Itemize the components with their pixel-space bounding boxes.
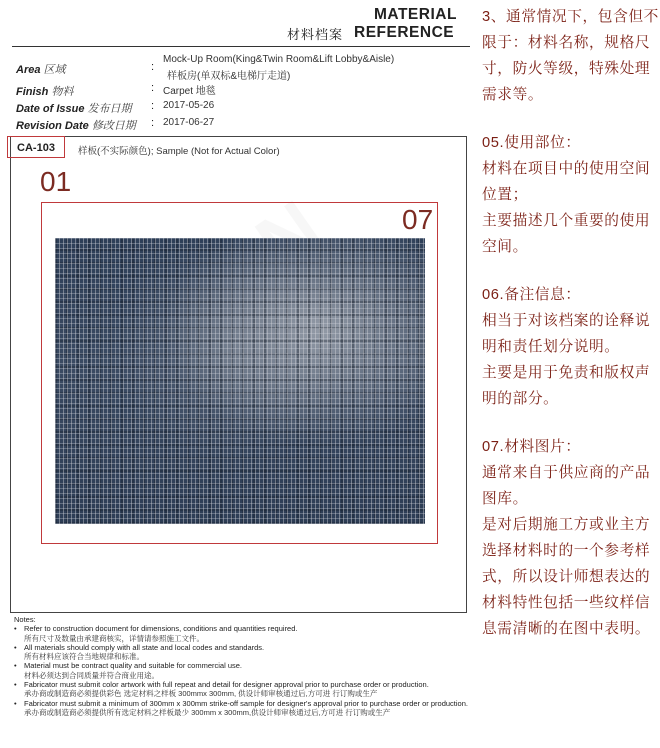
- revision-date-value: 2017-06-27: [163, 117, 215, 128]
- colon: :: [151, 82, 155, 94]
- colon: :: [151, 117, 155, 129]
- side-line: 图库。: [482, 491, 528, 507]
- annotation-column: [482, 0, 660, 748]
- notes-heading: Notes:: [14, 615, 36, 624]
- side-line: 限于：材料名称，规格尺: [482, 35, 651, 51]
- area-label: Area 区域: [16, 64, 66, 76]
- side-line: 是对后期施工方或业主方: [482, 517, 651, 533]
- issue-date-value: 2017-05-26: [163, 100, 215, 111]
- revision-date-label: Revision Date 修改日期: [16, 120, 136, 132]
- note-item: • All materials should comply with all state and local codes and standards. 所有材料应该符合当地规律和标准。: [14, 643, 469, 662]
- section-number-07: 07: [402, 204, 434, 235]
- notes: [14, 615, 469, 717]
- carpet-sample-image: [55, 238, 425, 524]
- side-line: 相当于对该档案的诠释说: [482, 313, 651, 329]
- side-line: 位置；: [482, 187, 528, 203]
- finish-label: Finish 物料: [16, 86, 74, 98]
- material-code: CA-103: [7, 136, 65, 158]
- title-cn: 材料档案: [287, 27, 344, 42]
- colon: :: [151, 61, 155, 73]
- side-line: 需求等。: [482, 87, 544, 103]
- finish-value: Carpet 地毯: [163, 86, 216, 97]
- side-line: 空间。: [482, 239, 528, 255]
- side-line: 明和责任划分说明。: [482, 339, 620, 355]
- issue-date-label: Date of Issue 发布日期: [16, 103, 132, 115]
- side-line: 选择材料时的一个参考样: [482, 543, 651, 559]
- area-value: Mock-Up Room(King&Twin Room&Lift Lobby&Aisle): [163, 54, 395, 65]
- side-heading: 06.备注信息：: [482, 287, 581, 303]
- title-en-line2: REFERENCE: [354, 24, 455, 41]
- side-line: 明的部分。: [482, 391, 559, 407]
- colon: :: [151, 100, 155, 112]
- side-line: 主要是用于免责和版权声: [482, 365, 651, 381]
- note-item: • Refer to construction document for dimensions, conditions and quantities required. 所有尺寸及数量由承建商核实，详情请参照施工文件。: [14, 624, 469, 643]
- section-number-01: 01: [40, 166, 72, 197]
- header-rule: [12, 46, 470, 47]
- side-line: 3、通常情况下，包含但不: [482, 9, 659, 25]
- note-item: • Material must be contract quality and suitable for commercial use. 材料必须达到合同质量并符合商业用途。: [14, 661, 469, 680]
- side-line: 式，所以设计师想表达的: [482, 569, 651, 585]
- note-item: • Fabricator must submit color artwork with full repeat and detail for designer approval prior to purchase order or production. 承办商或制造商必须提供彩色 选定材料之样板 300mmx 300mm, 供设计师审核通过后,方可进 行订购或生产: [14, 680, 469, 699]
- side-heading: 07.材料图片：: [482, 439, 581, 455]
- title-en-line1: MATERIAL: [374, 6, 457, 23]
- side-line: 主要描述几个重要的使用: [482, 213, 651, 229]
- sample-note: 样板(不实际颜色); Sample (Not for Actual Color): [78, 146, 280, 157]
- side-line: 材料特性包括一些纹样信: [482, 595, 651, 611]
- side-line: 通常来自于供应商的产品: [482, 465, 651, 481]
- area-value-cn: 样板房(单双标&电梯厅走道): [167, 71, 291, 82]
- note-item: • Fabricator must submit a minimum of 300mm x 300mm strike-off sample for designer's approval prior to purchase order or production. 承办商或制造商必须提供所有选定材料之样板最少 300mm x 300mm,供设计师审核通过后,方可进 行订购或生产: [14, 699, 469, 718]
- side-line: 材料在项目中的使用空间: [482, 161, 651, 177]
- side-line: 寸，防火等级，特殊处理: [482, 61, 651, 77]
- side-heading: 05.使用部位：: [482, 135, 581, 151]
- side-line: 息需清晰的在图中表明。: [482, 621, 651, 637]
